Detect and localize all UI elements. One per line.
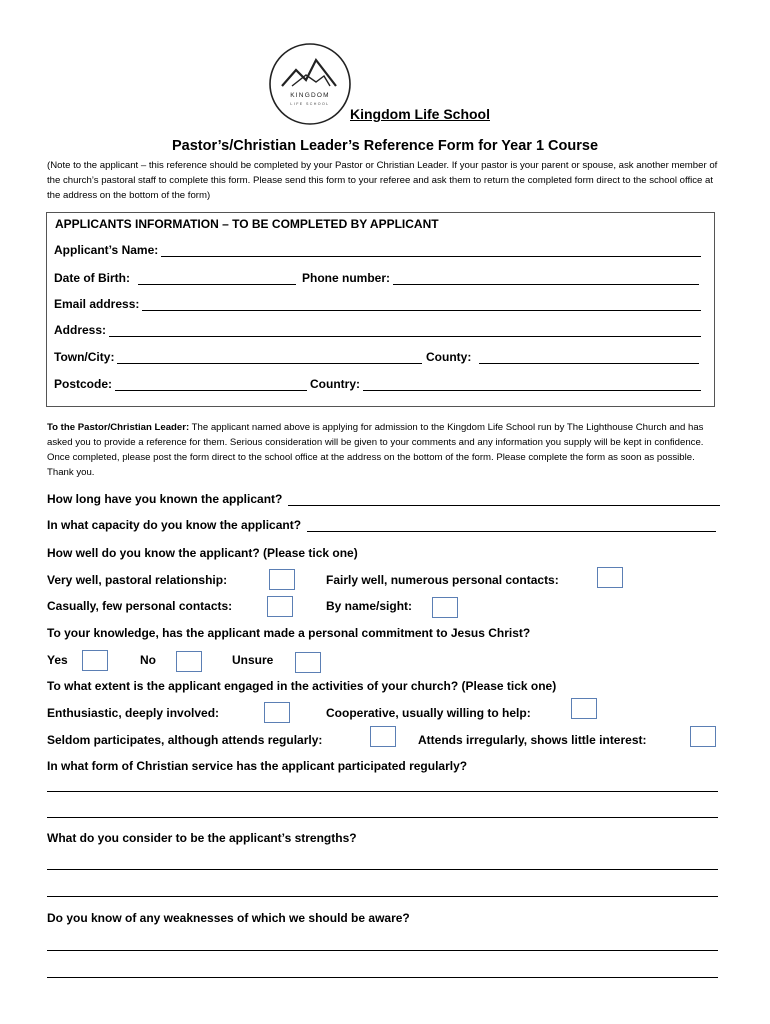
address-row: [54, 323, 701, 337]
q4-unsure-checkbox[interactable]: [295, 652, 321, 673]
pastor-intro: [47, 420, 722, 480]
postcode-label: Postcode:: [54, 377, 113, 391]
applicant-name-row: [54, 243, 701, 257]
pastor-intro-text: The applicant named above is applying for admission to the Kingdom Life School run by The Lighthouse Church and has asked you to provide a reference for them. Serious consideration will be given to your comments and any information you supply will be kept in confidence. Once completed, please post the form direct to the school office at the address on the bottom of the form. Please complete the form as soon as possible. Thank you.: [47, 422, 704, 478]
q1-label: How long have you known the applicant?: [47, 492, 283, 506]
q8-answer-line-2[interactable]: [47, 977, 718, 978]
q3-opt4-checkbox[interactable]: [432, 597, 458, 618]
q8-label: Do you know of any weaknesses of which we should be aware?: [47, 911, 410, 925]
q3-opt1-checkbox[interactable]: [269, 569, 295, 590]
q4-no-label: No: [140, 653, 156, 667]
county-row: [426, 350, 699, 364]
town-label: Town/City:: [54, 350, 115, 364]
applicant-name-field[interactable]: [161, 243, 701, 257]
form-title: Pastor’s/Christian Leader’s Reference Form for Year 1 Course: [171, 138, 599, 154]
dob-field[interactable]: [138, 271, 296, 285]
dob-row: [54, 271, 296, 285]
postcode-field[interactable]: [115, 377, 307, 391]
town-row: [54, 350, 422, 364]
q3-opt2-label: Fairly well, numerous personal contacts:: [326, 573, 559, 587]
q4-label: To your knowledge, has the applicant made a personal commitment to Jesus Christ?: [47, 626, 531, 640]
q7-label: What do you consider to be the applicant’s strengths?: [47, 831, 357, 845]
pastor-intro-lead: To the Pastor/Christian Leader:: [47, 422, 190, 433]
town-field[interactable]: [117, 350, 422, 364]
applicant-box-title: APPLICANTS INFORMATION – TO BE COMPLETED BY APPLICANT: [55, 217, 439, 231]
email-field[interactable]: [142, 297, 701, 311]
postcode-row: [54, 377, 307, 391]
country-label: Country:: [310, 377, 360, 391]
q4-yes-checkbox[interactable]: [82, 650, 108, 671]
q6-answer-line-2[interactable]: [47, 817, 718, 818]
q3-opt3-checkbox[interactable]: [267, 596, 293, 617]
q4-unsure-label: Unsure: [232, 653, 274, 667]
q1-row: [47, 492, 720, 506]
q7-answer-line-1[interactable]: [47, 869, 718, 870]
q3-opt1-label: Very well, pastoral relationship:: [47, 573, 228, 587]
address-label: Address:: [54, 323, 107, 337]
q6-answer-line-1[interactable]: [47, 791, 718, 792]
country-field[interactable]: [363, 377, 701, 391]
logo-text-kingdom: KINGDOM: [290, 92, 330, 99]
logo-text-life-school: LIFE SCHOOL: [290, 102, 330, 106]
q3-label: How well do you know the applicant? (Please tick one): [47, 546, 358, 560]
q5-opt3-checkbox[interactable]: [370, 726, 396, 747]
county-field[interactable]: [479, 350, 699, 364]
q5-opt2-checkbox[interactable]: [571, 698, 597, 719]
school-name: Kingdom Life School: [350, 106, 490, 122]
applicant-note: (Note to the applicant – this reference should be completed by your Pastor or Christian Leader. If your pastor is your parent or spouse, ask another member of the church’s pastoral staff to complete this form. Please send this form to your referee and ask them to return the completed form direct to the school office at the address on the bottom of the form): [47, 160, 718, 201]
q5-opt4-label: Attends irregularly, shows little interest:: [418, 733, 647, 747]
q7-answer-line-2[interactable]: [47, 896, 718, 897]
phone-label: Phone number:: [302, 271, 391, 285]
dob-label: Date of Birth:: [54, 271, 130, 285]
address-field[interactable]: [109, 323, 701, 337]
q1-answer-field[interactable]: [288, 492, 720, 506]
q4-no-checkbox[interactable]: [176, 651, 202, 672]
q4-yes-label: Yes: [47, 653, 68, 667]
county-label: County:: [426, 350, 472, 364]
q3-opt2-checkbox[interactable]: [597, 567, 623, 588]
q5-label: To what extent is the applicant engaged in the activities of your church? (Please tick one): [47, 679, 557, 693]
q8-answer-line-1[interactable]: [47, 950, 718, 951]
q3-opt4-label: By name/sight:: [326, 599, 413, 613]
q5-opt1-checkbox[interactable]: [264, 702, 290, 723]
phone-row: [302, 271, 699, 285]
email-label: Email address:: [54, 297, 140, 311]
kingdom-life-school-logo: [268, 42, 352, 126]
q2-answer-field[interactable]: [307, 518, 716, 532]
phone-field[interactable]: [393, 271, 699, 285]
q3-opt3-label: Casually, few personal contacts:: [47, 599, 233, 613]
country-row: [310, 377, 701, 391]
q5-opt3-label: Seldom participates, although attends regularly:: [47, 733, 323, 747]
q5-opt2-label: Cooperative, usually willing to help:: [326, 706, 531, 720]
q5-opt1-label: Enthusiastic, deeply involved:: [47, 706, 220, 720]
q2-label: In what capacity do you know the applicant?: [47, 518, 302, 532]
q5-opt4-checkbox[interactable]: [690, 726, 716, 747]
email-row: [54, 297, 701, 311]
q2-row: [47, 518, 716, 532]
q6-label: In what form of Christian service has the applicant participated regularly?: [47, 759, 468, 773]
applicant-name-label: Applicant’s Name:: [54, 243, 159, 257]
